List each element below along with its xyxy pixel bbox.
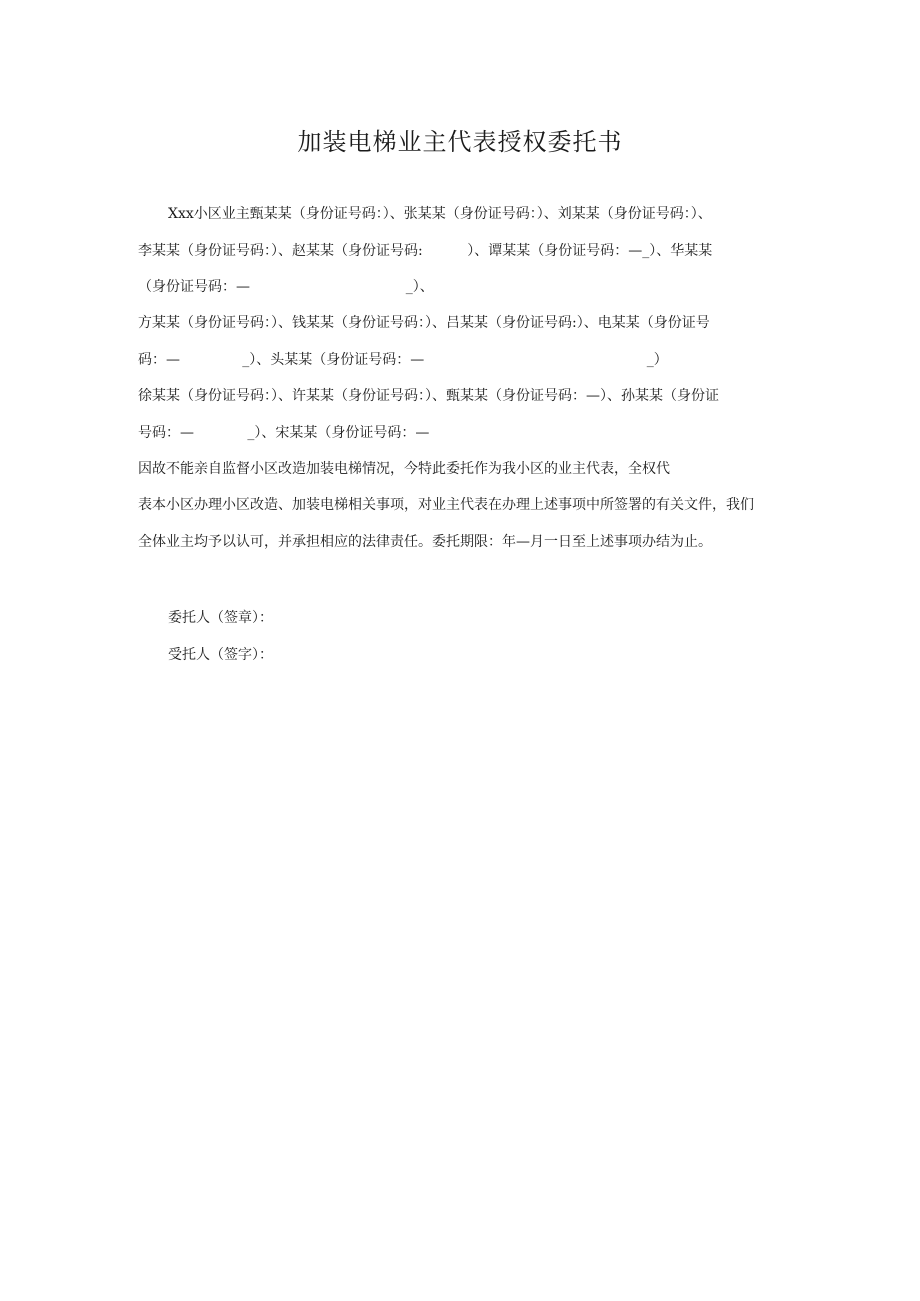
- body-line-8: 因故不能亲自监督小区改造加装电梯情况，今特此委托作为我小区的业主代表，全权代: [138, 461, 670, 477]
- body-line-6: 徐某某（身份证号码：）、许某某（身份证号码：）、甄某某（身份证号码：—）、孙某某（身份证: [138, 388, 719, 404]
- body-line-1: Xxx小区业主甄某某（身份证号码：）、张某某（身份证号码：）、刘某某（身份证号码：）、: [168, 206, 712, 222]
- principal-signature-line: 委托人（签章）：: [168, 610, 273, 626]
- body-line-3: （身份证号码：— _）、: [138, 279, 434, 295]
- body-line-10: 全体业主均予以认可，并承担相应的法律责任。委托期限：年—月一日至上述事项办结为止。: [138, 534, 712, 550]
- agent-signature-line: 受托人（签字）：: [168, 647, 273, 663]
- body-line-5: 码：— _）、头某某（身份证号码：— _）: [138, 352, 668, 368]
- body-line-4: 方某某（身份证号码：）、钱某某（身份证号码：）、吕某某（身份证号码:）、电某某（身份证号: [138, 315, 710, 331]
- body-line-9: 表本小区办理小区改造、加装电梯相关事项，对业主代表在办理上述事项中所签署的有关文件，我们: [138, 497, 754, 513]
- document-title: 加装电梯业主代表授权委托书: [297, 128, 623, 156]
- body-line-7: 号码：— _）、宋某某（身份证号码：—: [138, 425, 430, 441]
- body-line-2: 李某某（身份证号码：）、赵某某（身份证号码: ）、谭某某（身份证号码：—_）、华某某: [138, 243, 713, 259]
